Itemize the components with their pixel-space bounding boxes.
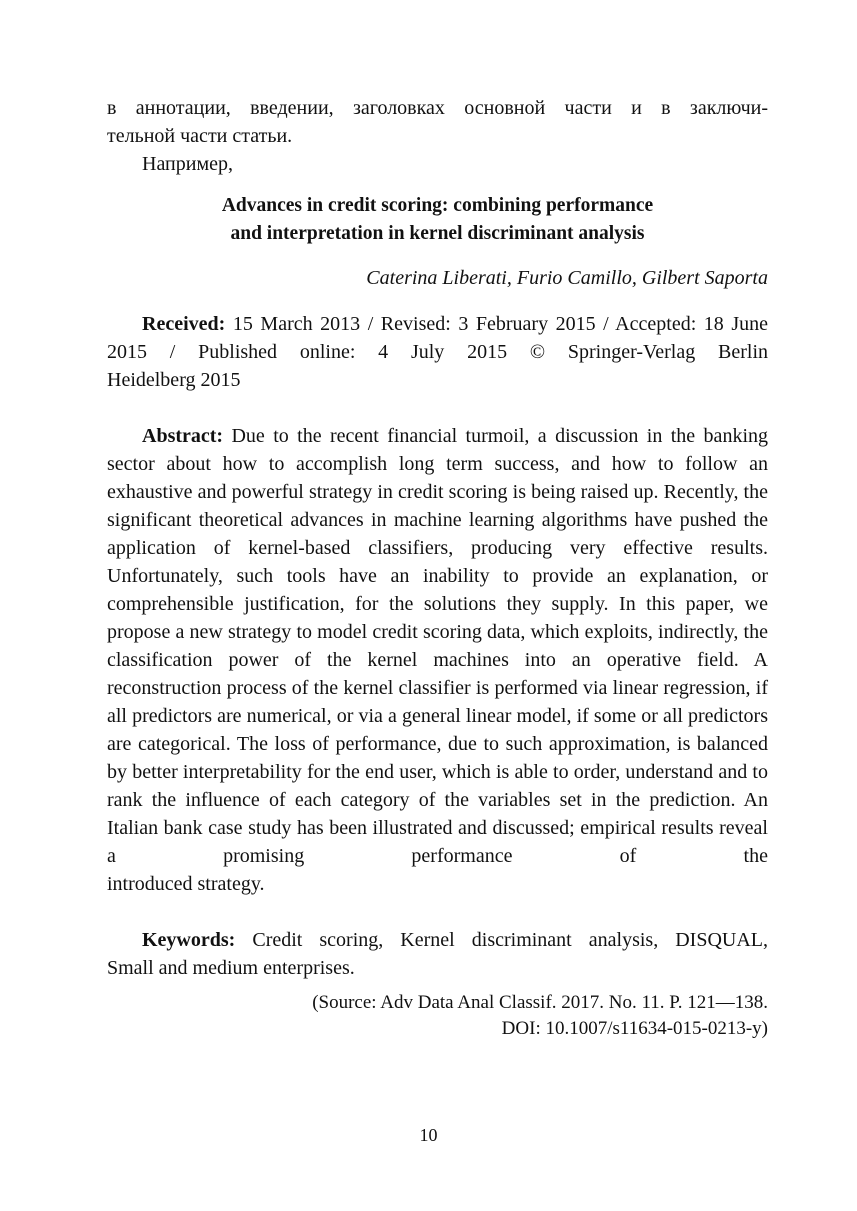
abstract-text-last: introduced strategy. bbox=[107, 873, 265, 895]
article-authors: Caterina Liberati, Furio Camillo, Gilbert Saporta bbox=[366, 267, 768, 289]
keywords-label: Keywords: bbox=[142, 929, 236, 951]
received-paragraph bbox=[107, 310, 768, 394]
keywords-text-last: Small and medium enterprises. bbox=[107, 957, 355, 979]
received-text: 15 March 2013 / Revised: 3 February 2015 / Accepted: 18 June 2015 / Published online: 4 July 2015 © Springer-Verlag Berlin bbox=[107, 313, 769, 363]
abstract-paragraph bbox=[107, 422, 768, 898]
page-content bbox=[107, 94, 768, 1042]
intro-line-2: тельной части статьи. bbox=[107, 125, 293, 147]
received-text-last: Heidelberg 2015 bbox=[107, 369, 241, 391]
keywords-text: Credit scoring, Kernel discriminant analysis, DISQUAL, bbox=[252, 929, 769, 951]
intro-example: Например, bbox=[142, 153, 233, 175]
article-title bbox=[107, 192, 768, 248]
received-label: Received: bbox=[142, 313, 226, 335]
source-doi: DOI: 10.1007/s11634-015-0213-y) bbox=[501, 1018, 768, 1039]
intro-line-1: в аннотации, введении, заголовках основной части и в заключи- bbox=[107, 97, 768, 119]
keywords-paragraph bbox=[107, 926, 768, 982]
source-line-1: (Source: Adv Data Anal Classif. 2017. No. 11. P. 121—138. bbox=[312, 992, 768, 1013]
abstract-text: Due to the recent financial turmoil, a discussion in the banking sector about how to accomplish long term success, and how to follow an exhaustive and powerful strategy in credit scoring is being raised up. Recently, the significant theoretical advances in machine learning algorithms have pushed the application of kernel-based classifiers, producing very effective results. Unfortunately, such tools have an inability to provide an explanation, or comprehensible justification, for the solutions they supply. In this paper, we propose a new strategy to model credit scoring data, which exploits, indirectly, the classification power of the kernel machines into an operative field. A reconstruction process of the kernel classifier is performed via linear regression, if all predictors are numerical, or via a general linear model, if some or all predictors are categorical. The loss of performance, due to such approximation, is balanced by better interpretability for the end user, which is able to order, understand and to rank the influence of each category of the variables set in the prediction. An Italian bank case study has been illustrated and discussed; empirical results reveal a promising performance of the bbox=[107, 425, 768, 867]
article-title-line-2: and interpretation in kernel discriminant analysis bbox=[230, 223, 645, 244]
page-number: 10 bbox=[419, 1125, 438, 1145]
abstract-label: Abstract: bbox=[142, 425, 224, 447]
source-citation bbox=[107, 990, 768, 1042]
article-title-line-1: Advances in credit scoring: combining performance bbox=[221, 195, 654, 216]
